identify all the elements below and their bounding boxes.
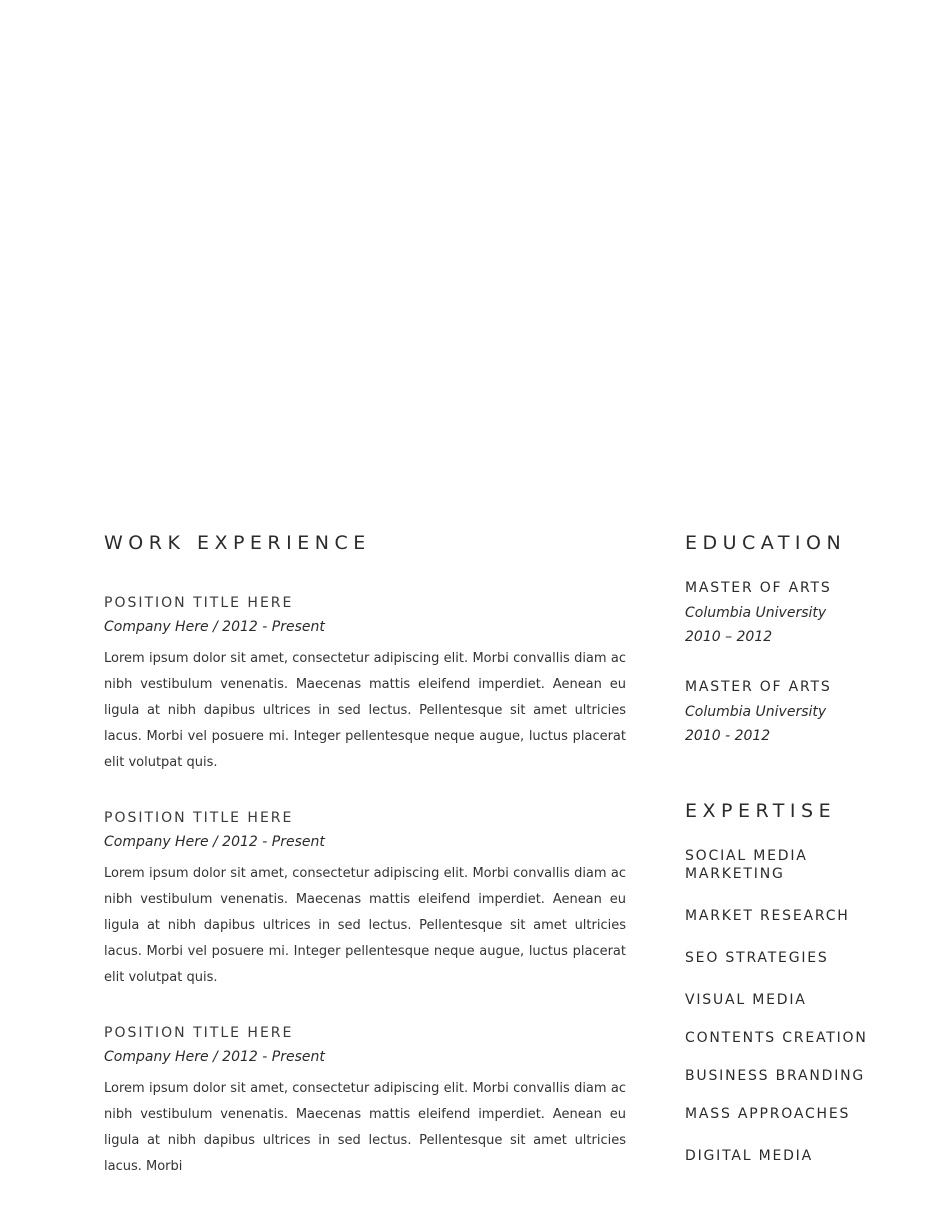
job-entry — [104, 808, 626, 991]
education-heading: EDUCATION — [685, 532, 847, 554]
job-title: POSITION TITLE HERE — [104, 810, 294, 826]
expertise-item: SOCIAL MEDIA MARKETING — [685, 848, 808, 882]
expertise-heading: EXPERTISE — [685, 800, 837, 822]
education-entry — [685, 677, 905, 746]
job-company: Company Here / 2012 - Present — [104, 619, 325, 635]
job-description: Lorem ipsum dolor sit amet, consectetur adipiscing elit. Morbi convallis diam ac nibh vestibulum venenatis. Maecenas mattis eleifend imperdiet. Aenean eu ligula at nibh dapibus ultrices in sed lectus. Pellentesque sit amet ultricies lacus. Morbi — [104, 1081, 626, 1174]
expertise-item: VISUAL MEDIA — [685, 992, 807, 1008]
job-description: Lorem ipsum dolor sit amet, consectetur adipiscing elit. Morbi convallis diam ac nibh vestibulum venenatis. Maecenas mattis eleifend imperdiet. Aenean eu ligula at nibh dapibus ultrices in sed lectus. Pellentesque sit amet ultricies lacus. Morbi vel posuere mi. Integer pellentesque neque augue, luctus placerat elit volutpat quis. — [104, 651, 626, 770]
work-experience-heading: WORK EXPERIENCE — [104, 532, 371, 554]
job-entry — [104, 1023, 626, 1174]
work-experience-section — [104, 530, 626, 1174]
expertise-item: SEO STRATEGIES — [685, 950, 829, 966]
education-school: Columbia University — [685, 604, 827, 621]
education-school: Columbia University — [685, 703, 827, 720]
education-degree: MASTER OF ARTS — [685, 679, 832, 695]
job-description: Lorem ipsum dolor sit amet, consectetur adipiscing elit. Morbi convallis diam ac nibh vestibulum venenatis. Maecenas mattis eleifend imperdiet. Aenean eu ligula at nibh dapibus ultrices in sed lectus. Pellentesque sit amet ultricies lacus. Morbi vel posuere mi. Integer pellentesque neque augue, luctus placerat elit volutpat quis. — [104, 866, 626, 985]
job-company: Company Here / 2012 - Present — [104, 834, 325, 850]
education-years: 2010 - 2012 — [685, 728, 771, 744]
job-title: POSITION TITLE HERE — [104, 595, 294, 611]
job-entry — [104, 593, 626, 776]
expertise-item: DIGITAL MEDIA — [685, 1148, 813, 1164]
sidebar — [685, 530, 905, 1164]
job-company: Company Here / 2012 - Present — [104, 1049, 325, 1065]
expertise-item: BUSINESS BRANDING — [685, 1068, 866, 1084]
education-entry — [685, 578, 905, 647]
job-title: POSITION TITLE HERE — [104, 1025, 294, 1041]
education-degree: MASTER OF ARTS — [685, 580, 832, 596]
job-description-clip — [104, 1076, 626, 1174]
expertise-item: CONTENTS CREATION — [685, 1030, 868, 1046]
expertise-item: MASS APPROACHES — [685, 1106, 851, 1122]
education-years: 2010 – 2012 — [685, 629, 773, 645]
expertise-item: MARKET RESEARCH — [685, 908, 850, 924]
